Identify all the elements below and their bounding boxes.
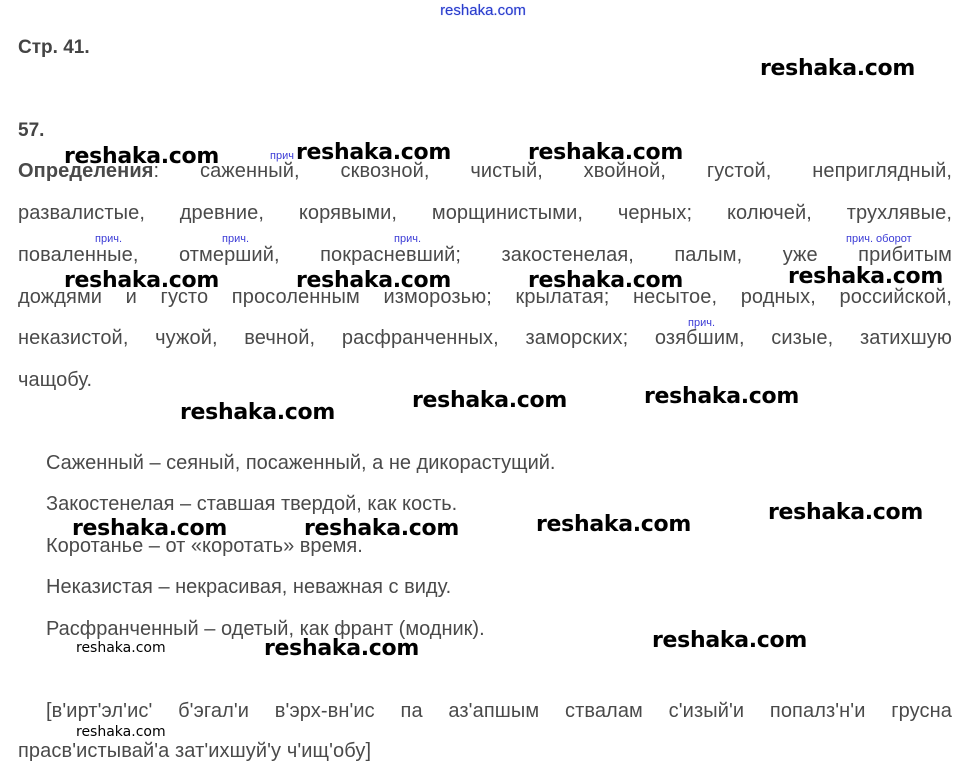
annotation-prich-4: прич.	[394, 233, 422, 245]
watermark: reshaka.com	[304, 516, 459, 541]
watermark: reshaka.com	[652, 628, 807, 653]
text-line-4: дождями и густо просоленным изморозью; крылатая; несытое, родных, российской,	[18, 286, 952, 308]
watermark: reshaka.com	[76, 724, 166, 740]
watermark: reshaka.com	[64, 144, 219, 169]
annotation-prich-1: прич	[270, 150, 294, 162]
watermark: reshaka.com	[536, 512, 691, 537]
transcription-line-1: [в'ирт'эл'ис' б'эгал'и в'эрх-вн'ис па аз'апшым ствалам с'изый'и попалз'н'и грусна	[46, 700, 952, 722]
watermark: reshaka.com	[760, 56, 915, 81]
text-line-2: развалистые, древние, корявыми, морщинистыми, черных; колючей, трухлявые,	[18, 202, 952, 224]
watermark: reshaka.com	[788, 264, 943, 289]
text-line-6: чащобу.	[18, 369, 93, 391]
definition-item: Саженный – сеяный, посаженный, а не дикорастущий.	[46, 452, 556, 474]
watermark: reshaka.com	[64, 268, 219, 293]
text-line-1-rest: : саженный, сквозной, чистый, хвойной, густой, неприглядный,	[153, 160, 952, 182]
watermark: reshaka.com	[76, 640, 166, 656]
text-line-3: поваленные, отмерший, покрасневший; закостенелая, палым, уже прибитым	[18, 244, 952, 266]
watermark: reshaka.com	[528, 268, 683, 293]
watermark: reshaka.com	[528, 140, 683, 165]
site-header-link[interactable]: reshaka.com	[440, 2, 526, 19]
watermark: reshaka.com	[180, 400, 335, 425]
definitions-label: Определения	[18, 160, 154, 182]
definition-item: Неказистая – некрасивая, неважная с виду.	[46, 576, 452, 598]
watermark: reshaka.com	[264, 636, 419, 661]
definition-item: Коротанье – от «коротать» время.	[46, 535, 363, 557]
watermark: reshaka.com	[296, 140, 451, 165]
watermark: reshaka.com	[768, 500, 923, 525]
watermark: reshaka.com	[72, 516, 227, 541]
definition-item: Расфранченный – одетый, как франт (модник).	[46, 618, 485, 640]
exercise-number: 57.	[18, 120, 45, 141]
transcription-line-2: прасв'истывай'а зат'ихшуй'у ч'ищ'обу]	[18, 740, 372, 762]
watermark: reshaka.com	[644, 384, 799, 409]
watermark: reshaka.com	[296, 268, 451, 293]
annotation-prich-2: прич.	[95, 233, 123, 245]
page-label: Стр. 41.	[18, 37, 90, 58]
definition-item: Закостенелая – ставшая твердой, как кость.	[46, 493, 458, 515]
annotation-prich-3: прич.	[222, 233, 250, 245]
watermark: reshaka.com	[412, 388, 567, 413]
annotation-prich-oborot: прич. оборот	[846, 233, 912, 245]
annotation-prich-6: прич.	[688, 317, 716, 329]
text-line-5: неказистой, чужой, вечной, расфранченных, заморских; озябшим, сизые, затихшую	[18, 327, 952, 349]
